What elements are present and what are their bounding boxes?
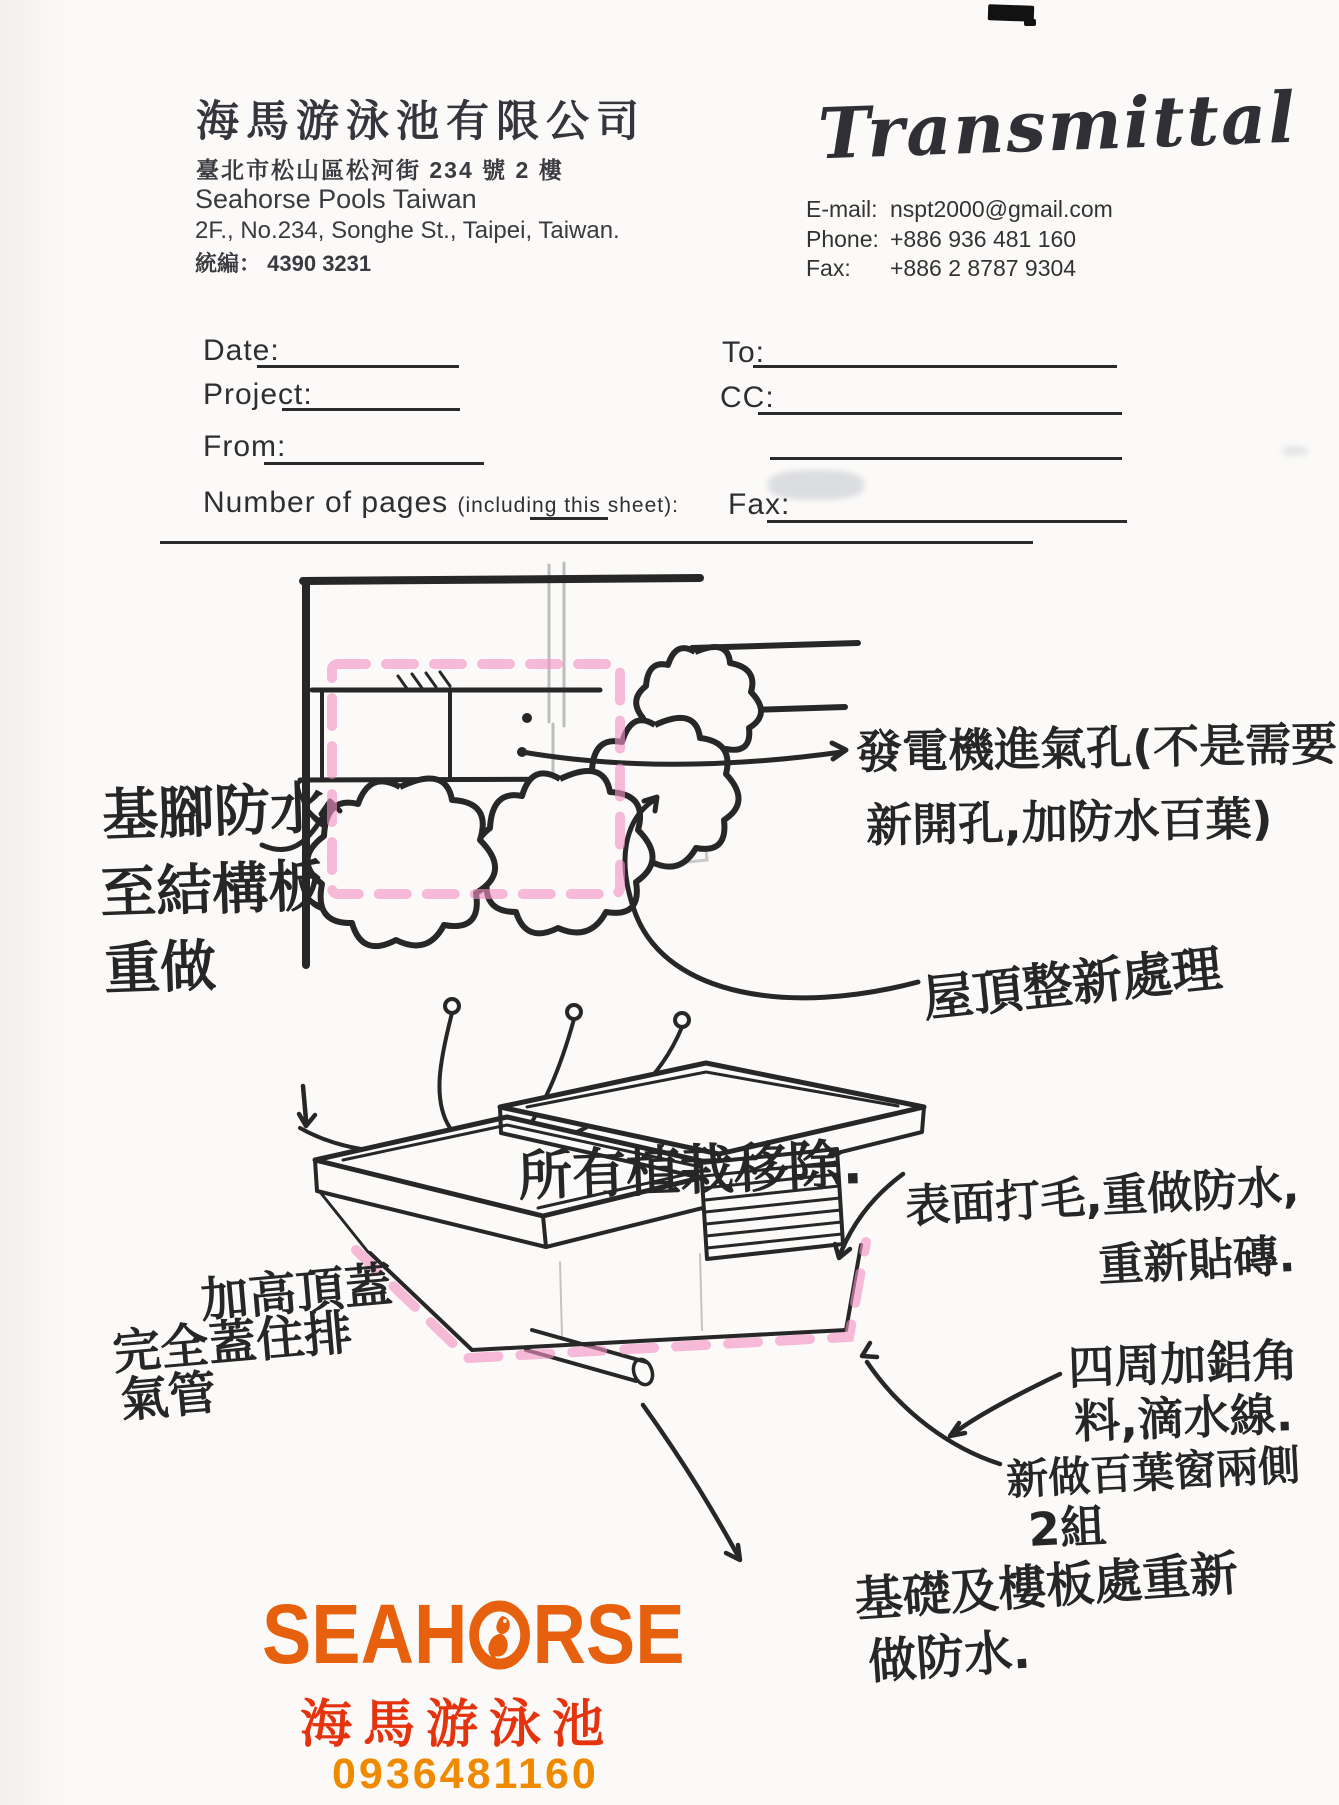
- company-address-en: 2F., No.234, Songhe St., Taipei, Taiwan.: [195, 217, 620, 244]
- company-name-zh: 海馬游泳池有限公司: [196, 98, 646, 146]
- pages-label-note: (including this sheet):: [457, 494, 679, 517]
- note-footing-line3: 重做: [103, 934, 218, 1003]
- note-foundation-line2: 做防水.: [866, 1623, 1033, 1691]
- note-generator-line1: 發電機進氣孔(不是需要: [855, 716, 1338, 780]
- note-footing-line2: 至結構板: [99, 854, 326, 927]
- company-name-en: Seahorse Pools Taiwan: [195, 184, 477, 214]
- cc-label: CC:: [720, 381, 775, 414]
- phone-label: Phone:: [806, 226, 879, 252]
- seahorse-logo-zh: 海馬游泳池: [300, 1696, 616, 1754]
- note-foundation-line1: 基礎及樓板處重新: [852, 1545, 1240, 1629]
- note-surface-line1: 表面打毛,重做防水,: [904, 1159, 1301, 1234]
- phone-value: +886 936 481 160: [890, 226, 1077, 252]
- seahorse-o-icon: [469, 1599, 531, 1669]
- note-louver-line1: 新做百葉窗兩側: [1005, 1440, 1302, 1505]
- document-title: Transmittal: [816, 75, 1299, 176]
- logo-text-right: RSE: [532, 1587, 685, 1681]
- note-raise-line3: 氣管: [118, 1364, 219, 1430]
- seahorse-logo: [262, 1587, 685, 1681]
- fax-label: Fax:: [806, 255, 851, 281]
- seahorse-phone: 0936481160: [332, 1750, 599, 1798]
- note-corner-line1: 四周加鋁角: [1067, 1333, 1299, 1395]
- project-label: Project:: [203, 378, 313, 411]
- to-label: To:: [722, 336, 766, 369]
- note-generator-line2: 新開孔,加防水百葉): [865, 791, 1273, 853]
- tax-id-label: 統編：: [195, 251, 262, 276]
- note-corner-line2: 料,滴水線.: [1073, 1387, 1294, 1449]
- company-address-zh: 臺北市松山區松河街 234 號 2 樓: [196, 157, 564, 183]
- from-label: From:: [203, 430, 287, 463]
- fax-value: +886 2 8787 9304: [890, 255, 1077, 281]
- note-raise-line1: 加高頂蓋: [198, 1256, 395, 1330]
- note-footing-line1: 基腳防水: [101, 776, 328, 849]
- note-roof: 屋頂整新處理: [920, 939, 1225, 1029]
- email-value: nspt2000@gmail.com: [890, 196, 1113, 222]
- fax-field-label: Fax:: [728, 488, 791, 521]
- email-label: E-mail:: [806, 196, 878, 222]
- logo-text-left: SEAH: [262, 1587, 468, 1681]
- note-louver-line2: 2組: [1026, 1498, 1108, 1558]
- note-raise-line2: 完全蓋住排: [110, 1304, 355, 1382]
- tax-id-value: 4390 3231: [267, 251, 372, 276]
- date-label: Date:: [203, 334, 280, 367]
- note-plants: 所有植栽移除.: [517, 1133, 864, 1208]
- note-surface-line2: 重新貼磚.: [1096, 1228, 1297, 1293]
- pages-label-main: Number of pages: [203, 486, 449, 519]
